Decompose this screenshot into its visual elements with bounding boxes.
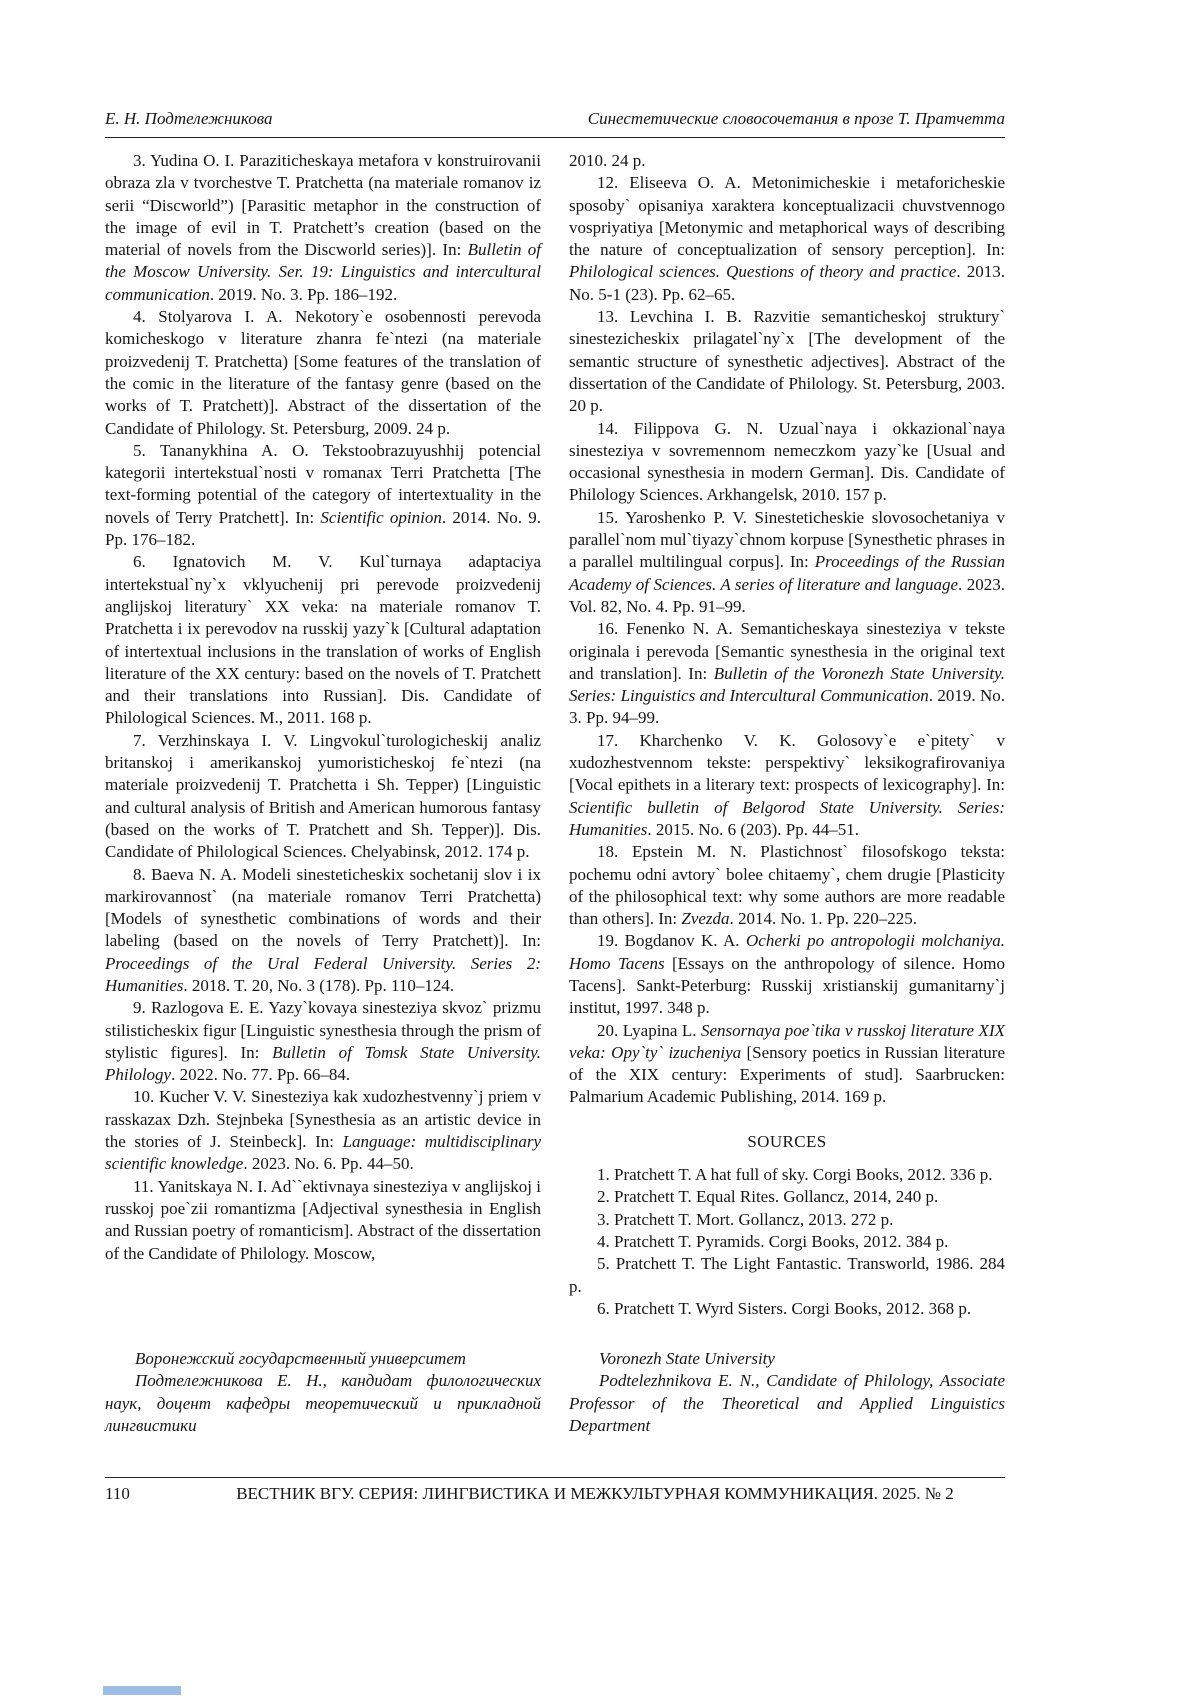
scan-artifact-blue — [103, 1686, 181, 1695]
affiliations-section — [105, 1348, 1005, 1437]
reference-10: 10. Kucher V. V. Sinesteziya kak xudozhestvenny`j priem v rasskazax Dzh. Stejnbeka [Synesthesia as an artistic device in the stories of J. Steinbeck]. In: Language: multidisciplinary scientific knowledge. 2023. No. 6. Pp. 44–50. — [105, 1087, 541, 1174]
references-column-right — [569, 150, 1005, 1320]
reference-6: 6. Ignatovich M. V. Kul`turnaya adaptaciya intertekstual`ny`x vklyuchenij pri perevode proizvedenij anglijskoj literatury` XX veka: na materiale romanov T. Pratchetta i ix perevodov na russkij yazy`k [Cultural adaptation of intertextual inclusions in the translation of works of English literature of the XX century: based on the novels of T. Pratchett and their translations into Russian]. Dis. Candidate of Philological Sciences. M., 2011. 168 p. — [105, 552, 541, 728]
affiliation-ru — [105, 1348, 541, 1437]
source-3: 3. Pratchett T. Mort. Gollancz, 2013. 272 p. — [597, 1209, 894, 1229]
source-2: 2. Pratchett T. Equal Rites. Gollancz, 2014, 240 p. — [597, 1187, 939, 1207]
reference-7: 7. Verzhinskaya I. V. Lingvokul`turologicheskij analiz britanskoj i amerikanskoj yumoristicheskoj fe`ntezi (na materiale proizvedenij T. Pratchetta i Sh. Tepper) [Linguistic and cultural analysis of British and American humorous fantasy (based on the works of T. Pratchett and Sh. Tepper)]. Dis. Candidate of Philological Sciences. Chelyabinsk, 2012. 174 p. — [105, 730, 541, 862]
source-5: 5. Pratchett T. The Light Fantastic. Transworld, 1986. 284 p. — [569, 1254, 1005, 1296]
reference-4: 4. Stolyarova I. A. Nekotory`e osobennosti perevoda komicheskogo v literature zhanra fe`ntezi (na materiale proizvedenij T. Pratchetta) [Some features of the translation of the comic in the literature of the fantasy genre (based on the works of T. Pratchett)]. Abstract of the dissertation of the Candidate of Philology. St. Petersburg, 2009. 24 p. — [105, 307, 541, 438]
running-head-author: Е. Н. Подтележникова — [105, 109, 273, 128]
reference-16: 16. Fenenko N. A. Semanticheskaya sinesteziya v tekste originala i perevoda [Semantic synesthesia in the original text and translation]. In: Bulletin of the Voronezh State University. Series: Linguistics and Intercultural Communication. 2019. No. 3. Pp. 94–99. — [569, 619, 1006, 728]
reference-18: 18. Epstein M. N. Plastichnost` filosofskogo teksta: pochemu odni avtory` bolee chitaemy`, chem drugie [Plasticity of the philosophical text: why some authors are more readable than others]. In: Zvezda. 2014. No. 1. Pp. 220–225. — [569, 842, 1005, 929]
running-head-title: Синестетические словосочетания в прозе Т. Пратчетта — [587, 109, 1005, 128]
journal-title-line: ВЕСТНИК ВГУ. СЕРИЯ: ЛИНГВИСТИКА И МЕЖКУЛЬТУРНАЯ КОММУНИКАЦИЯ. 2025. № 2 — [236, 1484, 954, 1503]
reference-12: 12. Eliseeva O. A. Metonimicheskie i metaforicheskie sposoby` opisaniya xaraktera konceptualizacii chuvstvennogo vospriyatiya [Metonymic and metaphorical ways of describing the nature of conceptualization of sensory perception]. In: Philological sciences. Questions of theory and practice. 2013. No. 5-1 (23). Pp. 62–65. — [569, 173, 1005, 304]
reference-11-continuation: 2010. 24 p. — [569, 151, 646, 170]
reference-11: 11. Yanitskaya N. I. Ad``ektivnaya sinesteziya v anglijskoj i russkoj poe`zii romantizma [Adjectival synesthesia in English and Russian poetry of romanticism]. Abstract of the dissertation of the Candidate of Philology. Moscow, — [105, 1176, 541, 1263]
reference-15: 15. Yaroshenko P. V. Sinesteticheskie slovosochetaniya v parallel`nom mul`tiyazy`chnom korpuse [Synesthetic phrases in a parallel multilingual corpus]. In: Proceedings of the Russian Academy of Sciences. A series of literature and language. 2023. Vol. 82, No. 4. Pp. 91–99. — [569, 507, 1005, 616]
references-section — [105, 150, 1005, 1320]
reference-14: 14. Filippova G. N. Uzual`naya i okkazional`naya sinesteziya v sovremennom nemeczkom yazy`ke [Usual and occasional synesthesia in modern German]. Dis. Candidate of Philology Sciences. Arkhangelsk, 2010. 157 p. — [569, 418, 1005, 505]
affiliation-ru-author: Подтележникова Е. Н., кандидат филологических наук, доцент кафедры теоретический и прикладной лингвистики — [105, 1371, 541, 1435]
reference-9: 9. Razlogova E. E. Yazy`kovaya sinesteziya skvoz` prizmu stilisticheskix figur [Linguistic synesthesia through the prism of stylistic figures]. In: Bulletin of Tomsk State University. Philology. 2022. No. 77. Pp. 66–84. — [105, 998, 541, 1085]
source-1: 1. Pratchett T. A hat full of sky. Corgi Books, 2012. 336 p. — [597, 1165, 993, 1185]
footer-rule — [105, 1477, 1005, 1478]
reference-5: 5. Tananykhina A. O. Tekstoobrazuyushhij potencial kategorii intertekstual`nosti v romanax Terri Pratchetta [The text-forming potential of the category of intertextuality in the novels of Terry Pratchett]. In: Scientific opinion. 2014. No. 9. Pp. 176–182. — [105, 440, 541, 550]
affiliation-en — [569, 1348, 1005, 1437]
reference-3: 3. Yudina O. I. Paraziticheskaya metafora v konstruirovanii obraza zla v tvorchestve T. Pratchetta (na materiale romanov iz serii “Discworld”) [Parasitic metaphor in the construction of the image of evil in T. Pratchett’s creation (based on the material of novels from the Discworld series)]. In: Bulletin of the Moscow University. Ser. 19: Linguistics and intercultural communication. 2019. No. 3. Pp. 186–192. — [105, 151, 541, 304]
affiliation-ru-university: Воронежский государственный университет — [135, 1349, 466, 1368]
reference-20: 20. Lyapina L. Sensornaya poe`tika v russkoj literature XIX veka: Opy`ty` izucheniya [Sensory poetics in Russian literature of the XIX century: Experiments of stud]. Saarbrucken: Palmarium Academic Publishing, 2014. 169 p. — [569, 1020, 1005, 1107]
references-column-left — [105, 150, 541, 1320]
reference-17: 17. Kharchenko V. K. Golosovy`e e`pitety` v xudozhestvennom tekste: perspektivy` leksikografirovaniya [Vocal epithets in a literary text: prospects of lexicography]. In: Scientific bulletin of Belgorod State University. Series: Humanities. 2015. No. 6 (203). Pp. 44–51. — [569, 730, 1005, 839]
source-6: 6. Pratchett T. Wyrd Sisters. Corgi Books, 2012. 368 p. — [597, 1298, 972, 1318]
reference-8: 8. Baeva N. A. Modeli sinesteticheskix sochetanij slov i ix markirovannost` (na materiale romanov Terri Pratchetta) [Models of synesthetic combinations of words and their labeling (based on the novels of Terry Pratchett)]. In: Proceedings of the Ural Federal University. Series 2: Humanities. 2018. T. 20, No. 3 (178). Pp. 110–124. — [105, 864, 541, 995]
source-4: 4. Pratchett T. Pyramids. Corgi Books, 2012. 384 p. — [597, 1231, 949, 1251]
reference-13: 13. Levchina I. B. Razvitie semanticheskoj struktury` sinestezicheskix prilagatel`ny`x [The development of the semantic structure of synesthetic adjectives]. Abstract of the dissertation of the Candidate of Philology. St. Petersburg, 2003. 20 p. — [569, 307, 1005, 416]
affiliation-en-author: Podtelezhnikova E. N., Candidate of Philology, Associate Professor of the Theoretical and Applied Linguistics Department — [569, 1371, 1005, 1435]
page-number: 110 — [105, 1484, 130, 1503]
sources-heading: SOURCES — [747, 1131, 827, 1151]
page-footer — [105, 1483, 1005, 1505]
reference-19: 19. Bogdanov K. A. Ocherki po antropologii molchaniya. Homo Tacens [Essays on the anthropology of silence. Homo Tacens]. Sankt-Peterburg: Russkij xristianskij gumanitarny`j institut, 1997. 348 p. — [569, 931, 1005, 1018]
affiliation-en-university: Voronezh State University — [599, 1349, 775, 1368]
header-rule — [105, 137, 1005, 138]
running-head — [105, 108, 1005, 130]
